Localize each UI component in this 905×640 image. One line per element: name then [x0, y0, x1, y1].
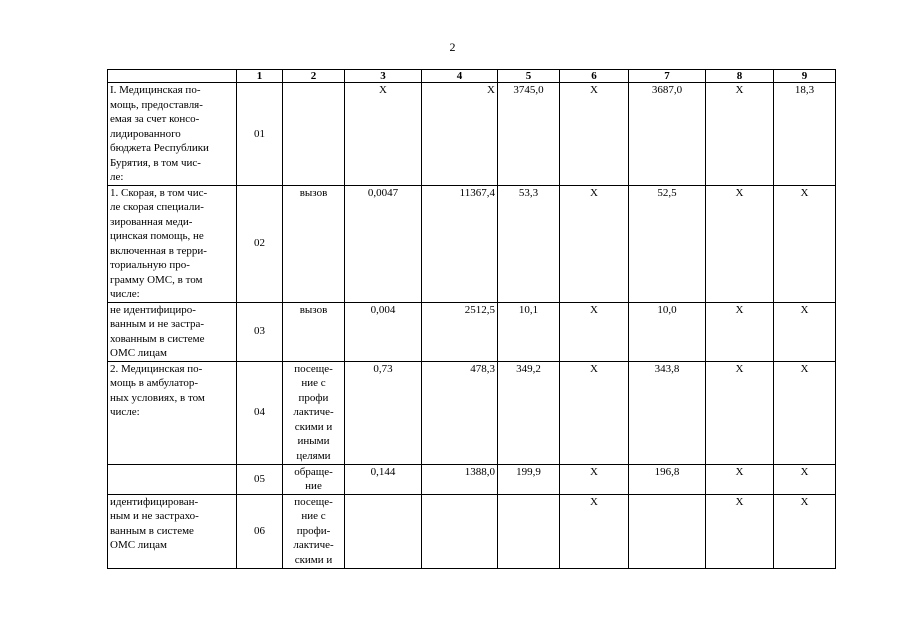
- table-row: [108, 361, 836, 464]
- unit-line: посеще-: [294, 495, 333, 508]
- name-line: включенная в терри-: [110, 244, 207, 257]
- name-line: бюджета Республики: [110, 142, 209, 154]
- row-value-cell-7: [629, 494, 706, 568]
- name-line: числе:: [110, 406, 140, 418]
- row-name-cell: [108, 185, 237, 302]
- name-line: ных условиях, в том: [110, 391, 205, 404]
- row-code-cell: 05: [237, 464, 283, 494]
- header-cell-1: 1: [237, 70, 283, 83]
- row-name-cell: [108, 83, 237, 186]
- header-cell-6: 6: [560, 70, 629, 83]
- table-row: [108, 185, 836, 302]
- row-value-cell-7: 3687,0: [629, 83, 706, 186]
- row-value-cell-7: 10,0: [629, 302, 706, 361]
- row-code-cell: 04: [237, 361, 283, 464]
- row-code-cell: 01: [237, 83, 283, 186]
- name-line: зированная меди-: [110, 215, 193, 228]
- header-cell-4: 4: [422, 70, 498, 83]
- unit-line: скими и: [294, 420, 333, 433]
- name-line: хованным в системе: [110, 332, 205, 345]
- data-table: [107, 69, 836, 569]
- row-value-cell-6: Х: [560, 494, 629, 568]
- header-cell-5: 5: [498, 70, 560, 83]
- row-value-cell-8: Х: [706, 83, 774, 186]
- table-row: [108, 464, 836, 494]
- row-value-cell-4: Х: [422, 83, 498, 186]
- name-line: не идентифициро-: [110, 303, 196, 316]
- row-unit-cell: [283, 185, 345, 302]
- name-line: идентифицирован-: [110, 495, 199, 508]
- table-row: [108, 83, 836, 186]
- row-value-cell-6: Х: [560, 83, 629, 186]
- row-value-cell-7: 52,5: [629, 185, 706, 302]
- unit-line: лактиче-: [293, 406, 334, 418]
- row-value-cell-6: Х: [560, 464, 629, 494]
- row-value-cell-4: [422, 494, 498, 568]
- row-value-cell-3: 0,0047: [345, 185, 422, 302]
- row-value-cell-9: 18,3: [774, 83, 836, 186]
- name-line: грамму ОМС, в том: [110, 273, 203, 286]
- header-cell-8: 8: [706, 70, 774, 83]
- row-value-cell-5: 3745,0: [498, 83, 560, 186]
- unit-line: скими и: [294, 553, 333, 566]
- row-value-cell-7: 343,8: [629, 361, 706, 464]
- header-row: [108, 70, 836, 83]
- row-value-cell-6: Х: [560, 302, 629, 361]
- row-value-cell-9: Х: [774, 302, 836, 361]
- table-body: [108, 83, 836, 569]
- name-line: ОМС лицам: [110, 539, 167, 551]
- row-value-cell-6: Х: [560, 361, 629, 464]
- row-name-cell: [108, 464, 237, 494]
- name-line: мощь в амбулатор-: [110, 377, 199, 389]
- name-line: ным и не застрахо-: [110, 510, 199, 522]
- row-value-cell-4: 11367,4: [422, 185, 498, 302]
- row-value-cell-3: 0,73: [345, 361, 422, 464]
- row-code-cell: 06: [237, 494, 283, 568]
- row-name-cell: [108, 361, 237, 464]
- name-line: ванным и не застра-: [110, 318, 205, 330]
- row-value-cell-4: 2512,5: [422, 302, 498, 361]
- row-unit-cell: [283, 464, 345, 494]
- name-line: лидированного: [110, 127, 181, 140]
- name-line: цинская помощь, не: [110, 230, 204, 242]
- name-line: Бурятия, в том чис-: [110, 156, 201, 169]
- unit-line: ние с: [301, 510, 326, 522]
- row-value-cell-3: 0,144: [345, 464, 422, 494]
- table-row: [108, 494, 836, 568]
- row-value-cell-6: Х: [560, 185, 629, 302]
- row-name-cell: [108, 494, 237, 568]
- unit-line: лактиче-: [293, 539, 334, 551]
- row-value-cell-9: Х: [774, 185, 836, 302]
- unit-line: иными: [297, 435, 330, 447]
- name-line: ле скорая специали-: [110, 201, 204, 213]
- name-line: I. Медицинская по-: [110, 84, 201, 96]
- row-value-cell-9: Х: [774, 464, 836, 494]
- row-value-cell-9: Х: [774, 494, 836, 568]
- row-value-cell-3: 0,004: [345, 302, 422, 361]
- name-line: числе:: [110, 288, 140, 300]
- row-unit-cell: [283, 494, 345, 568]
- page-number: 2: [449, 40, 456, 54]
- row-value-cell-5: 349,2: [498, 361, 560, 464]
- row-value-cell-9: Х: [774, 361, 836, 464]
- name-line: 2. Медицинская по-: [110, 362, 203, 375]
- header-cell-3: 3: [345, 70, 422, 83]
- row-unit-cell: [283, 361, 345, 464]
- header-cell-7: 7: [629, 70, 706, 83]
- row-value-cell-4: 478,3: [422, 361, 498, 464]
- name-line: ле:: [110, 171, 124, 183]
- unit-line: ние с: [301, 377, 326, 389]
- name-line: ванным в системе: [110, 524, 194, 537]
- row-value-cell-5: 53,3: [498, 185, 560, 302]
- name-line: 1. Скорая, в том чис-: [110, 186, 208, 199]
- row-value-cell-3: [345, 494, 422, 568]
- header-cell-2: 2: [283, 70, 345, 83]
- row-name-cell: [108, 302, 237, 361]
- row-value-cell-3: Х: [345, 83, 422, 186]
- unit-line: вызов: [299, 303, 328, 316]
- row-value-cell-7: 196,8: [629, 464, 706, 494]
- unit-line: профи-: [296, 524, 331, 537]
- name-line: ОМС лицам: [110, 347, 167, 359]
- header-cell-9: 9: [774, 70, 836, 83]
- row-value-cell-5: 199,9: [498, 464, 560, 494]
- row-code-cell: 02: [237, 185, 283, 302]
- name-line: ториальную про-: [110, 259, 190, 271]
- row-value-cell-8: Х: [706, 185, 774, 302]
- unit-line: обраще-: [294, 465, 333, 478]
- row-unit-cell: [283, 83, 345, 186]
- name-line: емая за счет консо-: [110, 113, 200, 125]
- row-code-cell: 03: [237, 302, 283, 361]
- unit-line: посеще-: [294, 362, 333, 375]
- row-value-cell-8: Х: [706, 302, 774, 361]
- header-cell-empty: [108, 70, 237, 83]
- row-value-cell-8: Х: [706, 361, 774, 464]
- row-value-cell-8: Х: [706, 494, 774, 568]
- row-unit-cell: [283, 302, 345, 361]
- table-row: [108, 302, 836, 361]
- name-line: мощь, предоставля-: [110, 98, 203, 111]
- unit-line: целями: [296, 449, 331, 462]
- row-value-cell-5: [498, 494, 560, 568]
- row-value-cell-8: Х: [706, 464, 774, 494]
- unit-line: ние: [305, 480, 322, 492]
- row-value-cell-5: 10,1: [498, 302, 560, 361]
- unit-line: профи: [298, 391, 329, 404]
- row-value-cell-4: 1388,0: [422, 464, 498, 494]
- unit-line: вызов: [299, 186, 328, 199]
